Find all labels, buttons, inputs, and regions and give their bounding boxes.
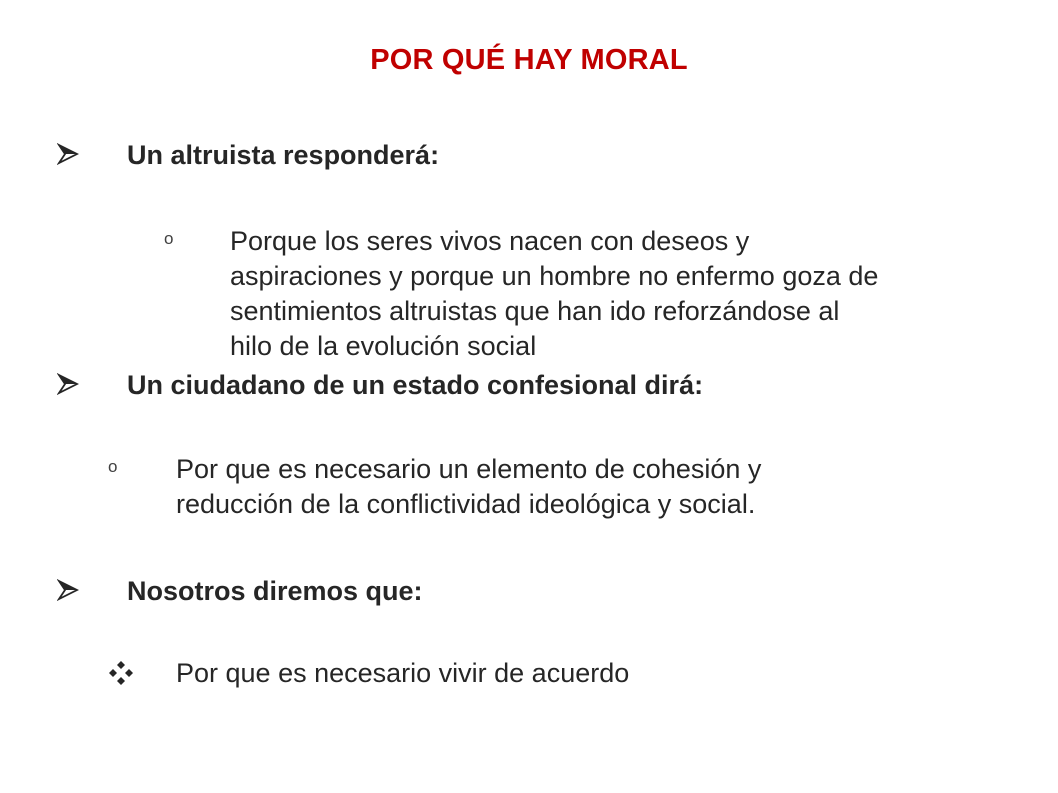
four-diamond-bullet-icon: [108, 660, 134, 686]
sub-bullet-line: Por que es necesario vivir de acuerdo: [176, 658, 630, 688]
arrow-bullet-icon: [57, 579, 79, 601]
sub-bullet-line: Por que es necesario un elemento de cohesión y: [176, 454, 762, 484]
arrow-bullet-icon: [57, 143, 79, 165]
sub-bullet-line: hilo de la evolución social: [230, 331, 537, 361]
circle-bullet-icon: o: [108, 457, 118, 476]
sub-bullet-line: sentimientos altruistas que han ido reforzándose al: [230, 296, 840, 326]
arrow-bullet-icon: [57, 373, 79, 395]
sub-bullet-line: Porque los seres vivos nacen con deseos y: [230, 226, 750, 256]
bullet-heading-altruista: Un altruista responderá:: [127, 140, 440, 170]
circle-bullet-icon: o: [164, 229, 174, 248]
sub-bullet-line: aspiraciones y porque un hombre no enfermo goza de: [230, 261, 879, 291]
slide-title: POR QUÉ HAY MORAL: [370, 44, 688, 76]
bullet-heading-ciudadano: Un ciudadano de un estado confesional dirá:: [127, 370, 704, 400]
bullet-heading-nosotros: Nosotros diremos que:: [127, 576, 423, 606]
sub-bullet-line: reducción de la conflictividad ideológica y social.: [176, 489, 756, 519]
